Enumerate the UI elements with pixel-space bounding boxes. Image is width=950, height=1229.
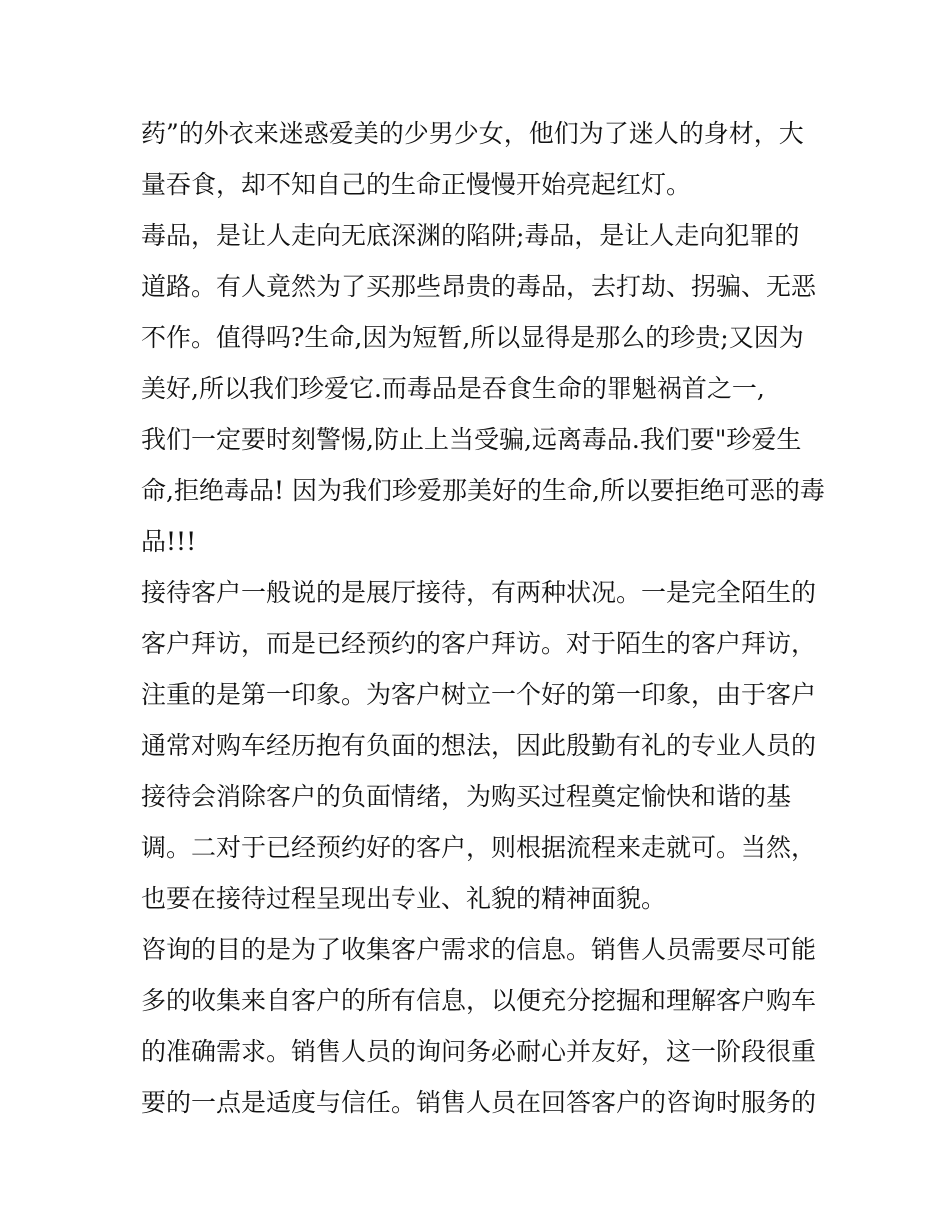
text-line: 毒品，是让人走向无底深渊的陷阱;毒品，是让人走向犯罪的 [141,221,800,250]
text-line: 量吞食，却不知自己的生命正慢慢开始亮起红灯。 [141,170,692,199]
text-line: 咨询的目的是为了收集客户需求的信息。销售人员需要尽可能 [141,935,817,964]
text-line: 通常对购车经历抱有负面的想法，因此殷勤有礼的专业人员的 [141,731,817,760]
text-line: 客户拜访，而是已经预约的客户拜访。对于陌生的客户拜访， [141,629,817,658]
text-line: 注重的是第一印象。为客户树立一个好的第一印象，由于客户 [141,680,817,709]
text-line: 多的收集来自客户的所有信息，以便充分挖掘和理解客户购车 [141,986,817,1015]
document-body [141,108,825,1128]
text-line: 药”的外衣来迷惑爱美的少男少女，他们为了迷人的身材，大 [141,119,804,148]
text-line: 道路。有人竟然为了买那些昂贵的毒品，去打劫、拐骗、无恶 [141,272,817,301]
text-line: 调。二对于已经预约好的客户，则根据流程来走就可。当然， [141,833,817,862]
text-line: 要的一点是适度与信任。销售人员在回答客户的咨询时服务的 [141,1088,817,1117]
text-line: 不作。值得吗?生命,因为短暂,所以显得是那么的珍贵;又因为 [141,323,804,352]
text-line: 也要在接待过程呈现出专业、礼貌的精神面貌。 [141,884,667,913]
text-line: 接待客户一般说的是展厅接待，有两种状况。一是完全陌生的 [141,578,817,607]
text-line: 接待会消除客户的负面情绪，为购买过程奠定愉快和谐的基 [141,782,792,811]
text-line: 命,拒绝毒品! 因为我们珍爱那美好的生命,所以要拒绝可恶的毒 [141,476,825,505]
text-line: 我们一定要时刻警惕,防止上当受骗,远离毒品.我们要"珍爱生 [141,425,802,454]
text-line: 美好,所以我们珍爱它.而毒品是吞食生命的罪魁祸首之一, [141,374,765,403]
text-line: 品!!! [141,527,197,556]
text-line: 的准确需求。销售人员的询问务必耐心并友好，这一阶段很重 [141,1037,817,1066]
